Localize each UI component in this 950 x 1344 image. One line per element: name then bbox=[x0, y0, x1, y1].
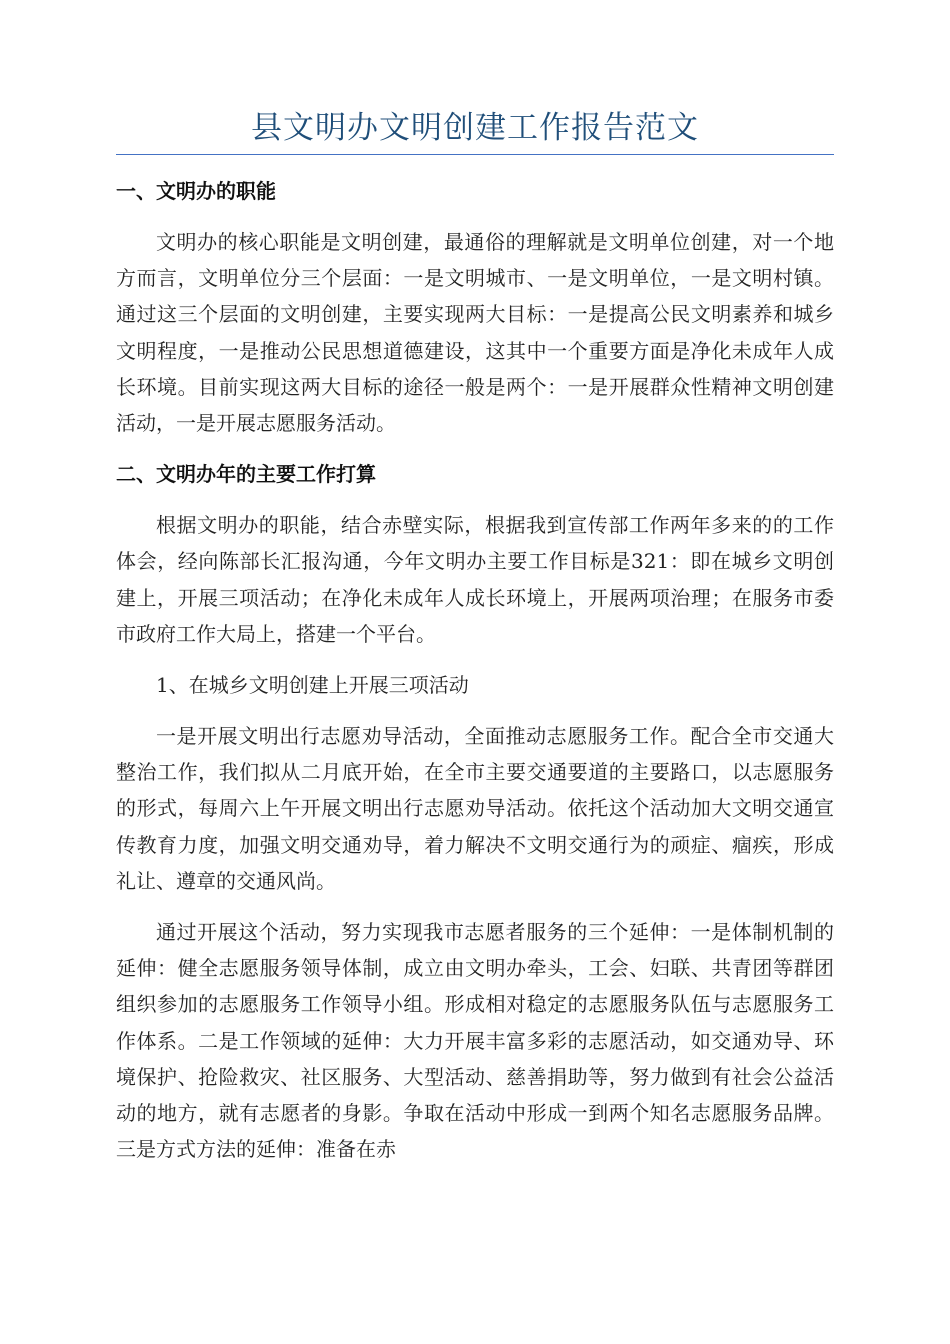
section-1-paragraph: 文明办的核心职能是文明创建，最通俗的理解就是文明单位创建，对一个地方而言，文明单位分三个层面：一是文明城市、一是文明单位，一是文明村镇。通过这三个层面的文明创建，主要实现两大目标：一是提高公民文明素养和城乡文明程度，一是推动公民思想道德建设，这其中一个重要方面是净化未成年人成长环境。目前实现这两大目标的途径一般是两个：一是开展群众性精神文明创建活动，一是开展志愿服务活动。 bbox=[116, 230, 834, 436]
section-2-paragraph: 根据文明办的职能，结合赤壁实际，根据我到宣传部工作两年多来的的工作体会，经向陈部长汇报沟通，今年文明办主要工作目标是321：即在城乡文明创建上，开展三项活动；在净化未成年人成长环境上，开展两项治理；在服务市委市政府工作大局上，搭建一个平台。 bbox=[116, 513, 834, 646]
title-underline bbox=[116, 154, 834, 155]
subsection-heading-1: 1、在城乡文明创建上开展三项活动 bbox=[156, 673, 469, 698]
section-heading-1: 一、文明办的职能 bbox=[116, 179, 276, 203]
section-heading-2: 二、文明办年的主要工作打算 bbox=[116, 462, 376, 487]
document-body bbox=[116, 108, 834, 1182]
section-2-paragraph-3: 通过开展这个活动，努力实现我市志愿者服务的三个延伸：一是体制机制的延伸：健全志愿服务领导体制，成立由文明办牵头，工会、妇联、共青团等群团组织参加的志愿服务工作领导小组。形成相对稳定的志愿服务队伍与志愿服务工作体系。二是工作领域的延伸：大力开展丰富多彩的志愿活动，如交通劝导、环境保护、抢险救灾、社区服务、大型活动、慈善捐助等，努力做到有社会公益活动的地方，就有志愿者的身影。争取在活动中形成一到两个知名志愿服务品牌。三是方式方法的延伸：准备在赤 bbox=[116, 920, 834, 1162]
section-2-paragraph-2: 一是开展文明出行志愿劝导活动，全面推动志愿服务工作。配合全市交通大整治工作，我们拟从二月底开始，在全市主要交通要道的主要路口，以志愿服务的形式，每周六上午开展文明出行志愿劝导活动。依托这个活动加大文明交通宣传教育力度，加强文明交通劝导，着力解决不文明交通行为的顽症、痼疾，形成礼让、遵章的交通风尚。 bbox=[116, 724, 834, 893]
document-title: 县文明办文明创建工作报告范文 bbox=[251, 110, 699, 146]
